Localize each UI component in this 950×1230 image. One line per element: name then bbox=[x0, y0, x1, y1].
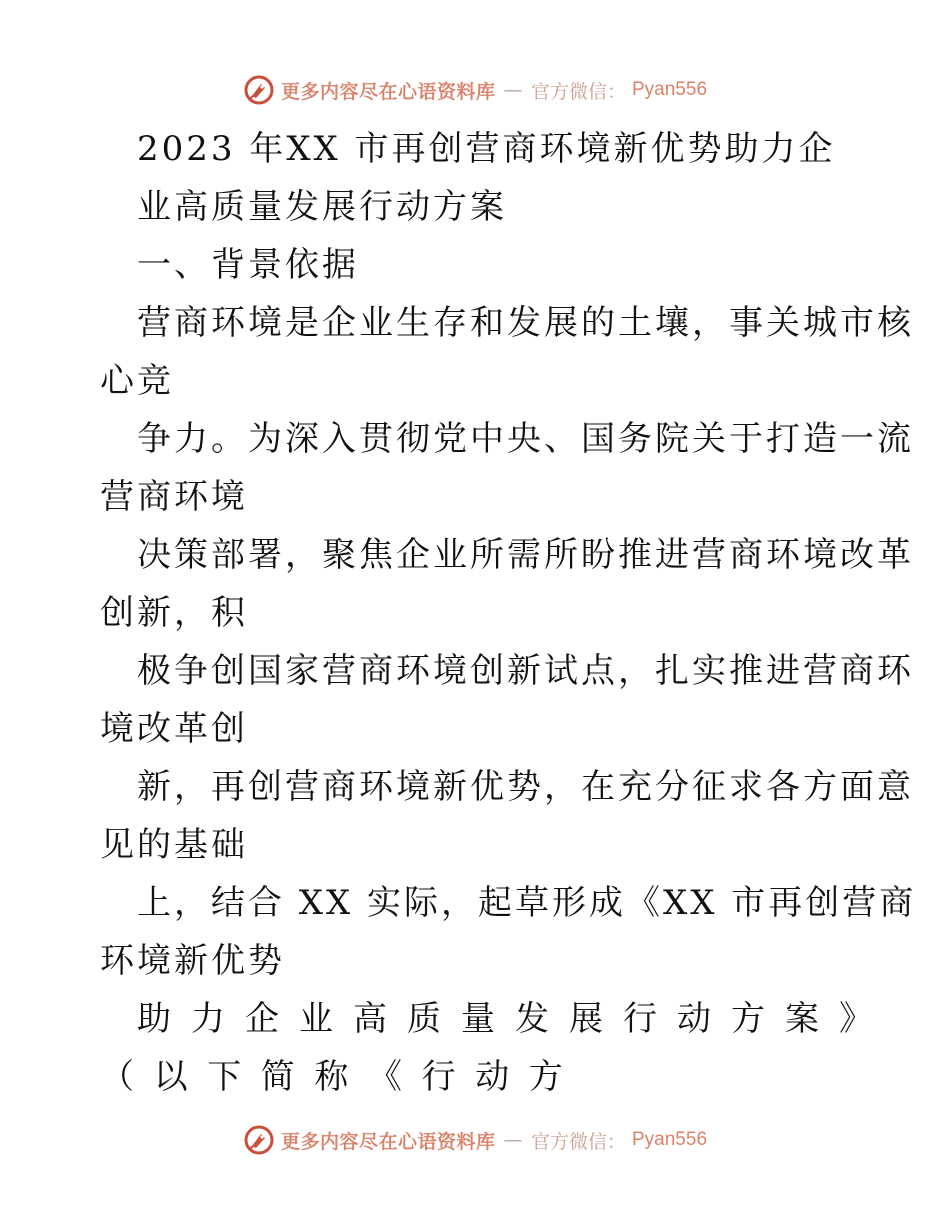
paragraph-line: 决策部署，聚焦企业所需所盼推进营商环境改革 bbox=[137, 535, 914, 575]
paragraph-line: 极争创国家营商环境创新试点，扎实推进营商环 bbox=[137, 651, 914, 691]
watermark-separator: — bbox=[503, 79, 523, 101]
watermark-header bbox=[0, 70, 950, 110]
paragraph-line: 营商环境 bbox=[100, 477, 248, 517]
paragraph-line: （以下简称《行动方 bbox=[100, 1057, 583, 1097]
paragraph-line: 争力。为深入贯彻党中央、国务院关于打造一流 bbox=[137, 419, 914, 459]
paragraph-line: 上，结合 XX 实际，起草形成《XX 市再创营商 bbox=[137, 883, 917, 923]
pen-nib-logo-icon bbox=[243, 74, 275, 106]
watermark-contact-id: Pyan556 bbox=[632, 79, 708, 100]
paragraph-line: 见的基础 bbox=[100, 825, 248, 865]
watermark-footer bbox=[0, 1120, 950, 1160]
paragraph-line: 助力企业高质量发展行动方案》 bbox=[137, 999, 893, 1039]
watermark-site-text: 更多内容尽在心语资料库 bbox=[280, 80, 496, 103]
paragraph-line: 境改革创 bbox=[100, 709, 248, 749]
paragraph-line: 营商环境是企业生存和发展的土壤，事关城市核 bbox=[137, 303, 914, 343]
watermark-contact-id: Pyan556 bbox=[632, 1129, 708, 1150]
paragraph-line: 创新，积 bbox=[100, 593, 248, 633]
watermark-contact-label: 官方微信： bbox=[530, 1130, 626, 1153]
paragraph-line: 新，再创营商环境新优势，在充分征求各方面意 bbox=[137, 767, 914, 807]
watermark-separator: — bbox=[503, 1129, 523, 1151]
document-body bbox=[100, 120, 917, 1106]
watermark-site-text: 更多内容尽在心语资料库 bbox=[280, 1130, 496, 1153]
title-line-1: 2023 年XX 市再创营商环境新优势助力企 bbox=[137, 129, 836, 169]
paragraph-line: 心竞 bbox=[100, 361, 174, 401]
watermark-contact-label: 官方微信： bbox=[530, 80, 626, 103]
title-line-2: 业高质量发展行动方案 bbox=[137, 187, 507, 227]
paragraph-line: 环境新优势 bbox=[100, 941, 285, 981]
section-heading: 一、背景依据 bbox=[137, 245, 359, 285]
pen-nib-logo-icon bbox=[243, 1124, 275, 1156]
